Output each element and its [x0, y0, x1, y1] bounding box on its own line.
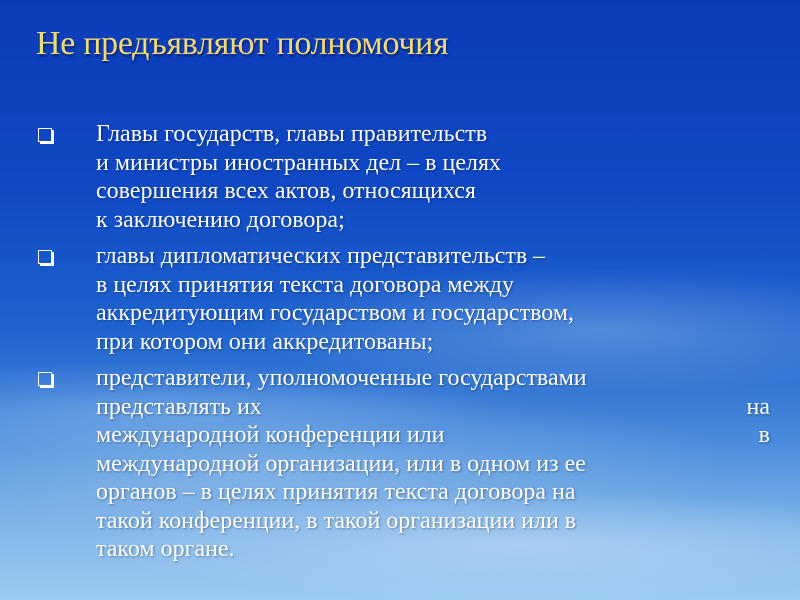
bullet-line-justified [96, 421, 770, 450]
bullet-item [30, 364, 770, 564]
bullet-line: такой конференции, в такой организации или в [96, 507, 577, 534]
bullet-line: аккредитующим государством и государством, [96, 300, 574, 326]
bullet-line-justified [96, 393, 770, 422]
bullet-line-part: представлять их [96, 393, 262, 420]
bullet-item [30, 242, 770, 356]
bullet-line: при котором они аккредитованы; [96, 328, 434, 355]
bullet-line: международной организации, или в одном из ее [96, 450, 586, 477]
bullet-line: и министры иностранных дел – в целях [96, 149, 501, 176]
bullet-item [30, 120, 770, 234]
bullet-line: представители, уполномоченные государствами [96, 365, 587, 391]
bullet-list [30, 120, 770, 572]
slide-title: Не предъявляют полномочия [36, 25, 449, 62]
hollow-square-bullet-icon [38, 128, 52, 142]
bullet-line: Главы государств, главы правительств [96, 121, 488, 147]
bullet-line: совершения всех актов, относящихся [96, 178, 476, 204]
bullet-line: органов – в целях принятия текста договора на [96, 479, 576, 505]
bullet-line-part: международной конференции или [96, 422, 445, 448]
hollow-square-bullet-icon [38, 372, 52, 386]
hollow-square-bullet-icon [38, 250, 52, 264]
bullet-line: главы дипломатических представительств – [96, 243, 546, 269]
bullet-line-part: на [746, 393, 770, 420]
bullet-line: в целях принятия текста договора между [96, 271, 514, 298]
bullet-line: таком органе. [96, 536, 235, 562]
bullet-line: к заключению договора; [96, 206, 345, 233]
bullet-line-part: в [758, 422, 770, 448]
